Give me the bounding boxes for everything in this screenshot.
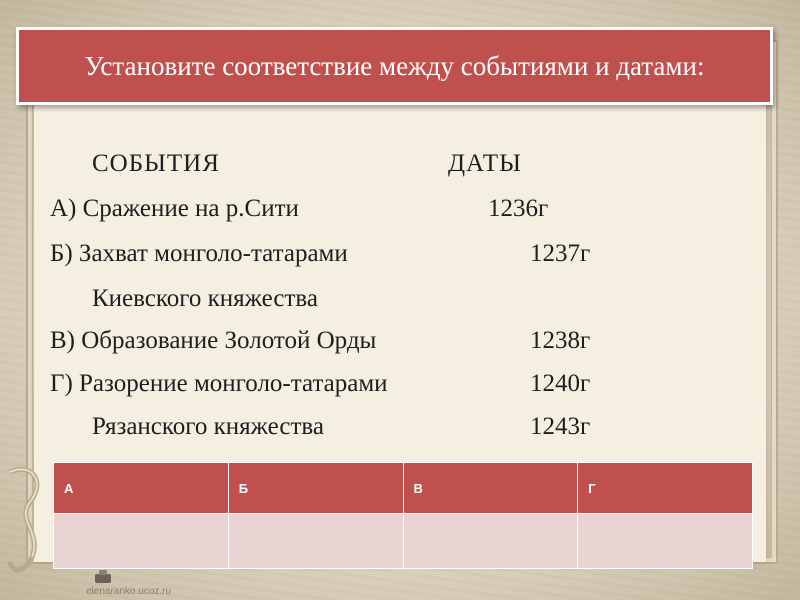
answer-table [53,462,753,569]
dates-header: ДАТЫ [448,150,522,177]
title-bar [16,27,773,105]
event-line-g-cont: Рязанского княжества [92,413,324,440]
event-line-a: А) Сражение на р.Сити [50,195,299,222]
answer-cell-b[interactable] [228,514,403,569]
date-1238: 1238г [530,327,591,354]
answer-col-a: А [54,463,229,514]
date-1240: 1240г [530,370,591,397]
answer-col-v: В [403,463,578,514]
watermark: elenaranko.ucoz.ru [86,586,172,597]
answer-col-b: Б [228,463,403,514]
answer-cell-v[interactable] [403,514,578,569]
date-1236: 1236г [488,195,549,222]
inkwell-icon [92,568,114,584]
date-1243: 1243г [530,413,591,440]
answer-cell-g[interactable] [578,514,753,569]
answer-cell-a[interactable] [54,514,229,569]
events-header: СОБЫТИЯ [92,150,220,177]
event-line-g: Г) Разорение монголо-татарами [50,370,388,397]
slide-title: Установите соответствие между событиями и датами: [84,50,705,81]
event-line-v: В) Образование Золотой Орды [50,327,377,354]
event-line-b-cont: Киевского княжества [92,285,318,312]
scroll-decoration-icon [2,462,48,582]
answer-col-g: Г [578,463,753,514]
event-line-b: Б) Захват монголо-татарами [50,240,348,267]
date-1237: 1237г [530,240,591,267]
